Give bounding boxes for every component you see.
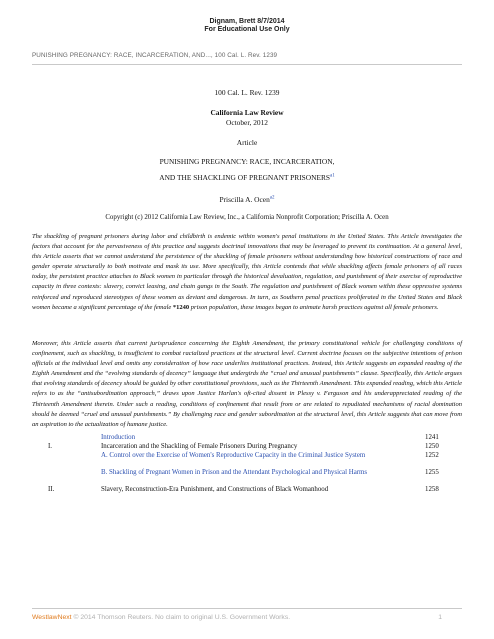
author [0, 195, 494, 204]
abstract-p1-text-end: prison population, these images began to animate harsh practices against all female prisoners. [189, 303, 439, 311]
title-footnote-link[interactable]: a1 [330, 173, 335, 179]
header-divider [32, 64, 462, 65]
toc-number: II. [48, 486, 55, 493]
article-title-line2-text: AND THE SHACKLING OF PREGNANT PRISONERS [159, 173, 331, 182]
toc-entry-link[interactable]: A. Control over the Exercise of Women's Reproductive Capacity in the Criminal Justice System [101, 452, 366, 459]
star-page-marker: *1240 [172, 303, 190, 311]
toc-page: 1241 [425, 434, 439, 441]
journal-name: California Law Review [210, 108, 284, 117]
toc-entry-link[interactable]: Introduction [101, 434, 136, 441]
article-title-line2 [0, 173, 494, 182]
toc-page: 1250 [425, 443, 439, 450]
copyright-notice: Copyright (c) 2012 California Law Review, Inc., a California Nonprofit Corporation; Priscilla A. Ocen [105, 214, 389, 221]
toc-entry: Incarceration and the Shackling of Female Prisoners During Pregnancy [101, 443, 298, 450]
footer-copyright: © 2014 Thomson Reuters. No claim to original U.S. Government Works. [73, 614, 291, 621]
toc-page: 1255 [425, 469, 439, 476]
toc-entry-link[interactable]: B. Shackling of Pregnant Women in Prison and the Attendant Psychological and Physical Harms [101, 469, 368, 476]
print-header-notice: For Educational Use Only [204, 26, 290, 33]
author-name: Priscilla A. Ocen [219, 195, 270, 204]
abstract-paragraph-1 [32, 232, 462, 313]
toc-page: 1258 [425, 486, 439, 493]
article-title-line1: PUNISHING PREGNANCY: RACE, INCARCERATION, [159, 157, 335, 166]
toc-number: I. [48, 443, 53, 450]
page-number: 1 [438, 614, 442, 621]
page-footer [32, 614, 462, 621]
print-header-user: Dignam, Brett 8/7/2014 [209, 18, 285, 25]
brand-next: Next [57, 614, 72, 621]
document-type: Article [236, 138, 258, 147]
abstract-paragraph-2: Moreover, this Article asserts that current jurisprudence concerning the Eighth Amendment, the primary constitutional vehicle for challenging conditions of confinement, such as shackling, is insufficient to combat racialized practices at the structural level. Current doctrine focuses on the subjective intentions of prison officials at the individual level and omits any consideration of how race underlies institutional practices. Instead, this Article suggests an expanded reading of the Eighth Amendment and the “evolving standards of decency” language that undergirds the “cruel and unusual punishments” clause. Specifically, this Article argues that evolving standards of decency should be guided by other constitutional provisions, such as the Thirteenth Amendment. This expanded reading, which this Article refers to as the “antisubordination approach,” draws upon Justice Harlan's oft-cited dissent in Plessy v. Ferguson and his underappreciated reading of the Thirteenth Amendment therein. Under such a reading, conditions of confinement that result from or are related to repudiated mechanisms of racial domination should be deemed “cruel and unusual punishments.” By challenging race and gender subordination at the structural level, this Article suggests that can move from an aspiration to the actualization of humane justice. [32, 340, 462, 428]
toc-page: 1252 [425, 452, 439, 459]
running-title: PUNISHING PREGNANCY: RACE, INCARCERATION, AND..., 100 Cal. L. Rev. 1239 [32, 52, 278, 59]
citation: 100 Cal. L. Rev. 1239 [214, 88, 280, 97]
brand-westlaw: Westlaw [32, 614, 58, 621]
toc-entry: Slavery, Reconstruction-Era Punishment, and Constructions of Black Womanhood [101, 486, 329, 493]
westlaw-logo [32, 614, 72, 621]
publication-date: October, 2012 [226, 118, 268, 127]
author-footnote-link[interactable]: a2 [269, 195, 275, 201]
footer-divider [32, 608, 462, 609]
abstract-p1-text: The shackling of pregnant prisoners during labor and childbirth is endemic within women's penal institutions in the United States. This Article investigates the factors that account for the pervasiveness of this practice and suggests doctrinal innovations that may be leveraged to prevent its continuation. At a general level, this Article asserts that we cannot understand the persistence of the shackling of female prisoners without understanding how historical constructions of race and gender operate structurally to both motivate and mask its use. More specifically, this Article contends that while shackling affects female prisoners of all races today, the persistent practice attaches to Black women in particular through the historical devaluation, regulation, and punishment of their exercise of reproductive capacity in three contexts: slavery, convict leasing, and chain gangs in the South. The regulation and punishment of Black women within these oppressive systems reinforced and reproduced stereotypes of these women as deviant and dangerous. In turn, as Southern penal practices proliferated in the United States and Black women became a significant percentage of the female [32, 233, 462, 311]
